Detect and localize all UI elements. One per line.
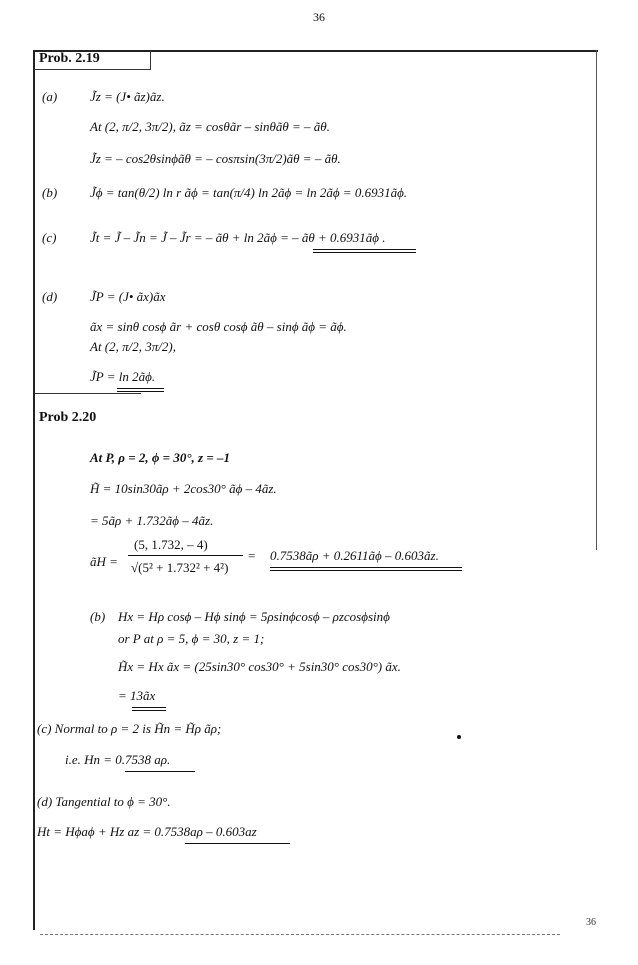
frame-right-border [596, 50, 597, 550]
prob-2-20-b-line4 [118, 688, 155, 704]
prob-2-20-a-answer-underline [270, 567, 462, 571]
prob-2-20-a-frac-lhs: ãH = [90, 554, 118, 569]
prob-2-19-d-label: (d) [42, 289, 58, 304]
frame-left-border [33, 50, 35, 930]
prob-2-20-c-answer-underline [125, 771, 195, 772]
prob-2-19-d-answer: ln 2ãϕ. [118, 369, 156, 384]
prob-2-20-a-frac-denominator: √(5² + 1.732² + 4²) [131, 560, 229, 575]
prob-2-19-c-label: (c) [42, 230, 57, 245]
stray-dot-mark [457, 735, 461, 739]
prob-2-19-d-answer-underline [117, 388, 164, 392]
prob-2-19-d-line4 [90, 369, 155, 385]
prob-2-19-title: Prob. 2.19 [39, 51, 100, 66]
prob-2-20-a-frac-numerator: (5, 1.732, – 4) [134, 537, 208, 552]
page-number-top: 36 [313, 10, 325, 24]
prob-2-20-c-line2-pre: i.e. Hn = [65, 752, 116, 767]
prob-2-20-b-answer: 13ãx [130, 688, 156, 703]
prob-2-19-d-line4-pre: J̃P = [90, 369, 119, 384]
prob-2-19-c-answer: – ãθ + 0.6931ãϕ [292, 230, 379, 245]
bottom-rule [40, 934, 560, 935]
prob-2-20-d-line2 [37, 824, 257, 840]
prob-2-20-a-line1: At P, ρ = 2, ϕ = 30°, z = –1 [90, 450, 230, 465]
prob-2-19-d-line1: J̃P = (J• ãx)ãx [90, 289, 166, 304]
prob-2-20-c-line2 [65, 752, 170, 768]
prob-2-20-b-answer-underline [132, 707, 166, 711]
prob-2-20-title: Prob 2.20 [39, 410, 97, 425]
prob-2-20-d-line: (d) Tangential to ϕ = 30°. [37, 794, 171, 809]
prob-2-19-c-line [90, 230, 386, 246]
prob-2-20-c-answer: 0.7538 aρ. [115, 752, 171, 767]
prob-2-19-b-label: (b) [42, 185, 58, 200]
prob-2-20-a-line3: = 5ãρ + 1.732ãϕ – 4ãz. [90, 513, 214, 528]
prob-2-20-b-line3: H̃x = Hx ãx = (25sin30° cos30° + 5sin30° cos30°) ãx. [118, 659, 401, 674]
prob-2-19-a-line3: J̃z = – cos2θsinϕãθ = – cosπsin(3π/2)ãθ = – ãθ. [90, 151, 341, 166]
prob-2-19-c-line-post: . [379, 230, 386, 245]
problem-divider [35, 393, 141, 394]
prob-2-20-d-line2-pre: Ht = Hϕaϕ + Hz az = [37, 824, 155, 839]
prob-2-20-a-answer: 0.7538ãρ + 0.2611ãϕ – 0.603ãz. [270, 548, 439, 563]
prob-2-19-c-line-pre: J̃t = J̃ – J̃n = J̃ – J̃r = – ãθ + ln 2ãϕ = [90, 230, 293, 245]
prob-2-19-c-answer-underline [313, 249, 416, 253]
prob-2-19-a-line2: At (2, π/2, 3π/2), ãz = cosθãr – sinθãθ = – ãθ. [90, 119, 330, 134]
prob-2-20-b-line4-pre: = [118, 688, 131, 703]
prob-2-20-b-line1: Hx = Hρ cosϕ – Hϕ sinϕ = 5ρsinϕcosϕ – ρzcosϕsinϕ [118, 609, 390, 624]
prob-2-20-d-answer: 0.7538aρ – 0.603az [154, 824, 257, 839]
prob-2-20-a-frac-bar [128, 555, 243, 556]
prob-2-19-d-line3: At (2, π/2, 3π/2), [90, 339, 176, 354]
prob-2-19-a-label: (a) [42, 89, 58, 104]
prob-2-20-c-line: (c) Normal to ρ = 2 is H̃n = H̃ρ ãρ; [37, 721, 222, 736]
prob-2-20-a-frac-eq: = [248, 548, 256, 563]
page-number-bottom: 36 [586, 917, 596, 928]
prob-2-20-d-answer-underline [185, 843, 290, 844]
prob-2-20-b-label: (b) [90, 609, 106, 624]
prob-2-19-d-line2: ãx = sinθ cosϕ ãr + cosθ cosϕ ãθ – sinϕ ãϕ = ãϕ. [90, 319, 347, 334]
prob-2-19-a-line1: J̃z = (J• ãz)ãz. [90, 89, 165, 104]
prob-2-20-b-line2: or P at ρ = 5, ϕ = 30, z = 1; [118, 631, 265, 646]
prob-2-20-a-line2: H̃ = 10sin30ãρ + 2cos30° ãϕ – 4ãz. [90, 481, 277, 496]
prob-2-19-b-line: J̃ϕ = tan(θ/2) ln r ãϕ = tan(π/4) ln 2ãϕ = ln 2ãϕ = 0.6931ãϕ. [90, 185, 408, 200]
